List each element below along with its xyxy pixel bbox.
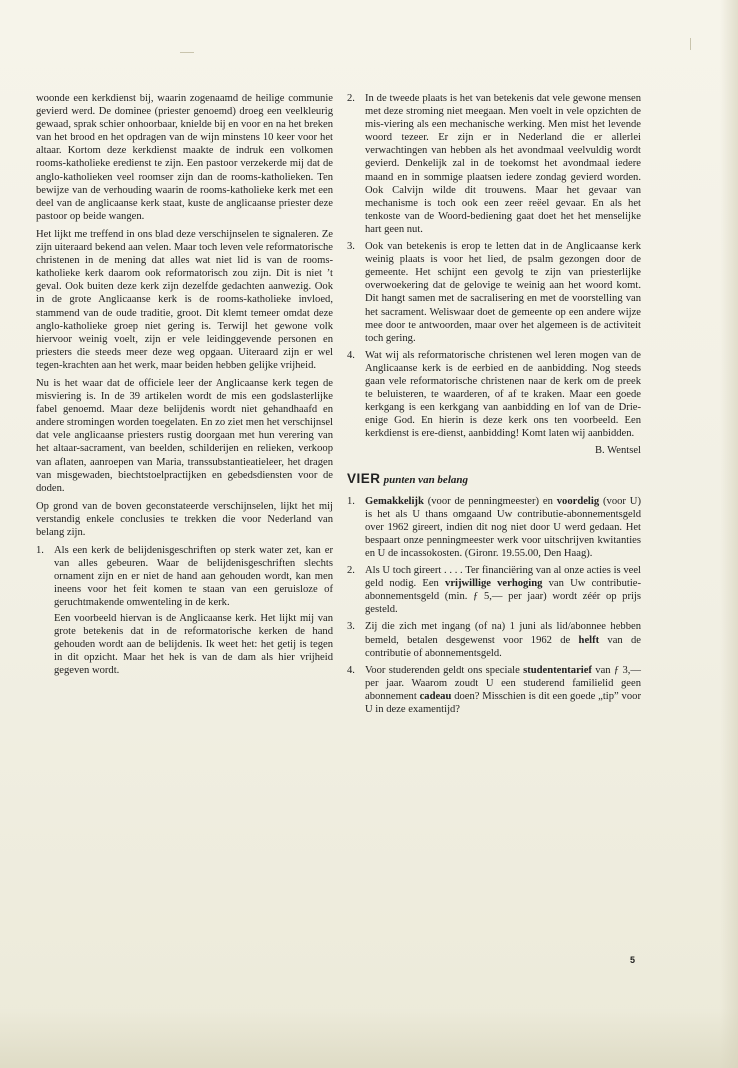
bold-term: helft xyxy=(578,634,600,646)
item-text xyxy=(365,620,641,659)
heading-vier: VIER xyxy=(347,470,381,486)
item-number: 2. xyxy=(347,93,355,104)
page-edge-shadow xyxy=(720,0,738,1068)
item-text: Een voorbeeld hiervan is de Anglicaanse kerk. Het lijkt mij van grote betekenis dat in de reformatorische kerken de hand gehouden wordt aan de belijdenis. Ik weet het: het getij is tegen in dit opzicht. Maar het hek is van de dam als hier vrijheid gegeven wordt. xyxy=(54,612,333,676)
notice-item-4 xyxy=(347,664,641,716)
scan-mark xyxy=(180,52,194,53)
item-number: 4. xyxy=(347,349,355,361)
item-number: 3. xyxy=(347,621,355,633)
item-number: 1. xyxy=(36,545,44,557)
text-run: van ƒ 3,— per jaar. Waarom zoudt U een studerend familielid geen abonnement xyxy=(365,664,641,702)
item-text: In de tweede plaats is het van betekenis dat vele gewone mensen met deze stroming niet meegaan. Men voelt in vele opzichten de mis-viering als een mechanische werking. Men mist het levende woord tezeer. Er zijn er in Nederland die er allerlei verwachtingen van hebben als het avondmaal veelvuldig wordt gevierd. Denkelijk zal in de toekomst het avondmaal iedere maand en in sommige plaatsen iedere zondag gevierd worden. Ook Calvijn wilde dit trouwens. Maar het gevaar van mechanisme is toch ook een zeer reëel gevaar. En als het tenkoste van de Woord-bediening gaat doet het het menselijke hart geen nut. xyxy=(365,93,641,235)
conclusion-item-4 xyxy=(347,349,641,441)
section-heading xyxy=(347,472,641,487)
item-number: 3. xyxy=(347,241,355,253)
page-number: 5 xyxy=(630,955,636,965)
item-number: 4. xyxy=(347,664,355,676)
scan-mark xyxy=(690,38,691,50)
item-number: 1. xyxy=(347,495,355,507)
heading-subtitle: punten van belang xyxy=(383,473,468,486)
text-run: Voor studerenden geldt ons speciale xyxy=(365,664,524,676)
text-run: doen? Misschien is dit een goede „tip” voor U in deze examentijd? xyxy=(365,690,641,716)
item-text xyxy=(365,664,641,716)
bold-term: voordelig xyxy=(556,495,600,507)
item-text: Ook van betekenis is erop te letten dat in de Anglicaanse kerk weinig plaats is voor het lied, de psalm gezongen door de gemeente. Het schijnt een gevolg te zijn van priesterlijke overwoekering dat de gelovige te weinig aan het woord komt. Dit hangt samen met de sacralisering en met de voorstelling van het sacrament. Weliswaar doet de gemeente op een andere wijze mee door te antwoorden, maar over het algemeen is de activiteit toch gering. xyxy=(365,241,641,344)
bold-term: vrijwillige verhoging xyxy=(445,578,543,590)
conclusion-item-3 xyxy=(347,240,641,345)
text-run: Zij die zich met ingang (of na) 1 juni als lid/abonnee hebben bemeld, betalen desgewenst voor 1962 de xyxy=(365,621,641,646)
paragraph: Het lijkt me treffend in ons blad deze verschijnselen te signaleren. Ze zijn uiteraard bekend aan velen. Maar toch leven vele reformatorische christenen in de mening dat alles wat niet lid is van de rooms-katholieke kerk daarom ook reformatorisch zou zijn. Dit is niet ’t geval. Ook buiten deze kerk zijn dezelfde gedachten aanwezig. Ook in de grote Anglicaanse kerk is de rooms-katholieke invloed, stammend van de oude traditie, groot. Dit klemt temeer omdat deze anglo-katholieke groep niet gering is. Terwijl het gewone volk hiervoor weinig voelt, zijn er vele leidinggevende personen en priesters die steeds meer deze weg opgaan. Uiteraard zijn er wel tegen-krachten aan het werk, maar beiden hebben gelijke vrijheid. xyxy=(36,228,333,371)
paragraph: Nu is het waar dat de officiele leer der Anglicaanse kerk tegen de misviering is. In de 39 artikelen wordt de mis een godslasterlijke fabel genoemd. Maar deze belijdenis wordt niet gehandhaafd en andere stromingen worden toegelaten. En zo ziet men het verschijnsel dat vele anglicaanse priesters rustig doorgaan met hun verering van het altaar-sacrament, van beelden, schilderijen en relieken, verkoop van aflaten, aanroepen van Maria, transsubstantieatieleer, het dragen van misgewaden, biechtstoelpractijken en gebedsdiensten voor de doden. xyxy=(36,377,333,494)
text-run: (voor de penningmeester) en xyxy=(423,495,557,507)
text-run: van Uw contributie-abonnementsgeld (min. ƒ 5,— per jaar) wordt zéér op prijs gesteld. xyxy=(365,578,642,616)
left-column xyxy=(36,92,333,683)
notice-item-1 xyxy=(347,495,641,560)
text-run: (voor U) is het als U thans omgaand Uw contributie-abonnementsgeld over 1962 gireert, indien dit nog niet door U werd gedaan. Het bespaart onze penningmeester werk voor uitschrijven kwitanties en U de incassokosten. (Gironr. 19.55.00, Den Haag). xyxy=(365,495,641,559)
notice-item-3 xyxy=(347,620,641,659)
notice-item-2 xyxy=(347,564,641,616)
paragraph: Op grond van de boven geconstateerde verschijnselen, lijkt het mij verstandig enkele conclusies te trekken die voor Nederland van belang zijn. xyxy=(36,500,333,538)
item-text: Als een kerk de belijdenisgeschriften op sterk water zet, kan er van alles gebeuren. Waar de belijdenisgeschriften slechts ornament zijn en er niet de hand aan gehouden wordt, kan men ineens voor het feit komen te staan van een geruisloze of geruchtmakende omwenteling in de kerk. xyxy=(54,545,333,609)
conclusion-item-2 xyxy=(347,92,641,236)
text-run: Als U toch gireert . . . . Ter financiëring van al onze acties is veel geld nodig. Een xyxy=(365,565,641,590)
bold-term: studententarief xyxy=(523,664,592,676)
paragraph: woonde een kerkdienst bij, waarin zogenaamd de heilige communie gevierd werd. De dominee (priester genoemd) droeg een veelkleurig gewaad, sprak schier onhoorbaar, knielde bij en voor en na het breken van het brood en het opdragen van de wijn minstens 10 keer voor het altaar. Kortom deze kerkdienst maakte de indruk een volkomen rooms-katholieke eredienst te zijn. Een pastoor verzekerde mij dat de anglo-katholieken veel roomser zijn dan de rooms-katholieken. Ten bewijze van de verhouding waarin de rooms-katholieke kerk met een deel van de anglicaanse kerk staat, kuste de anglicaanse priester deze pastoor op beide wangen. xyxy=(36,93,333,222)
item-number: 2. xyxy=(347,565,355,577)
bold-term: Gemakkelijk xyxy=(365,495,424,507)
text-run: van de contributie of abonnementsgeld. xyxy=(365,634,641,659)
item-text xyxy=(365,564,641,616)
bold-term: cadeau xyxy=(419,690,452,702)
right-column xyxy=(347,92,641,720)
conclusion-item-1 xyxy=(36,544,333,679)
item-text xyxy=(365,495,641,560)
author-signature: B. Wentsel xyxy=(594,445,641,457)
item-text: Wat wij als reformatorische christenen wel leren mogen van de Anglicaanse kerk is de eerbied en de aanbidding. Nog steeds gaan vele reformatorische christenen naar de kerk om de preek te beluisteren, te waarderen, of af te kraken. Maar een goede kerkgang is een kerkgang van aanbidding en lof van de Drie-enige God. En hierin is deze kerk ons ten voorbeeld. Een kerkdienst is ere-dienst, aanbidding! Komt laten wij aanbidden. xyxy=(365,349,641,440)
